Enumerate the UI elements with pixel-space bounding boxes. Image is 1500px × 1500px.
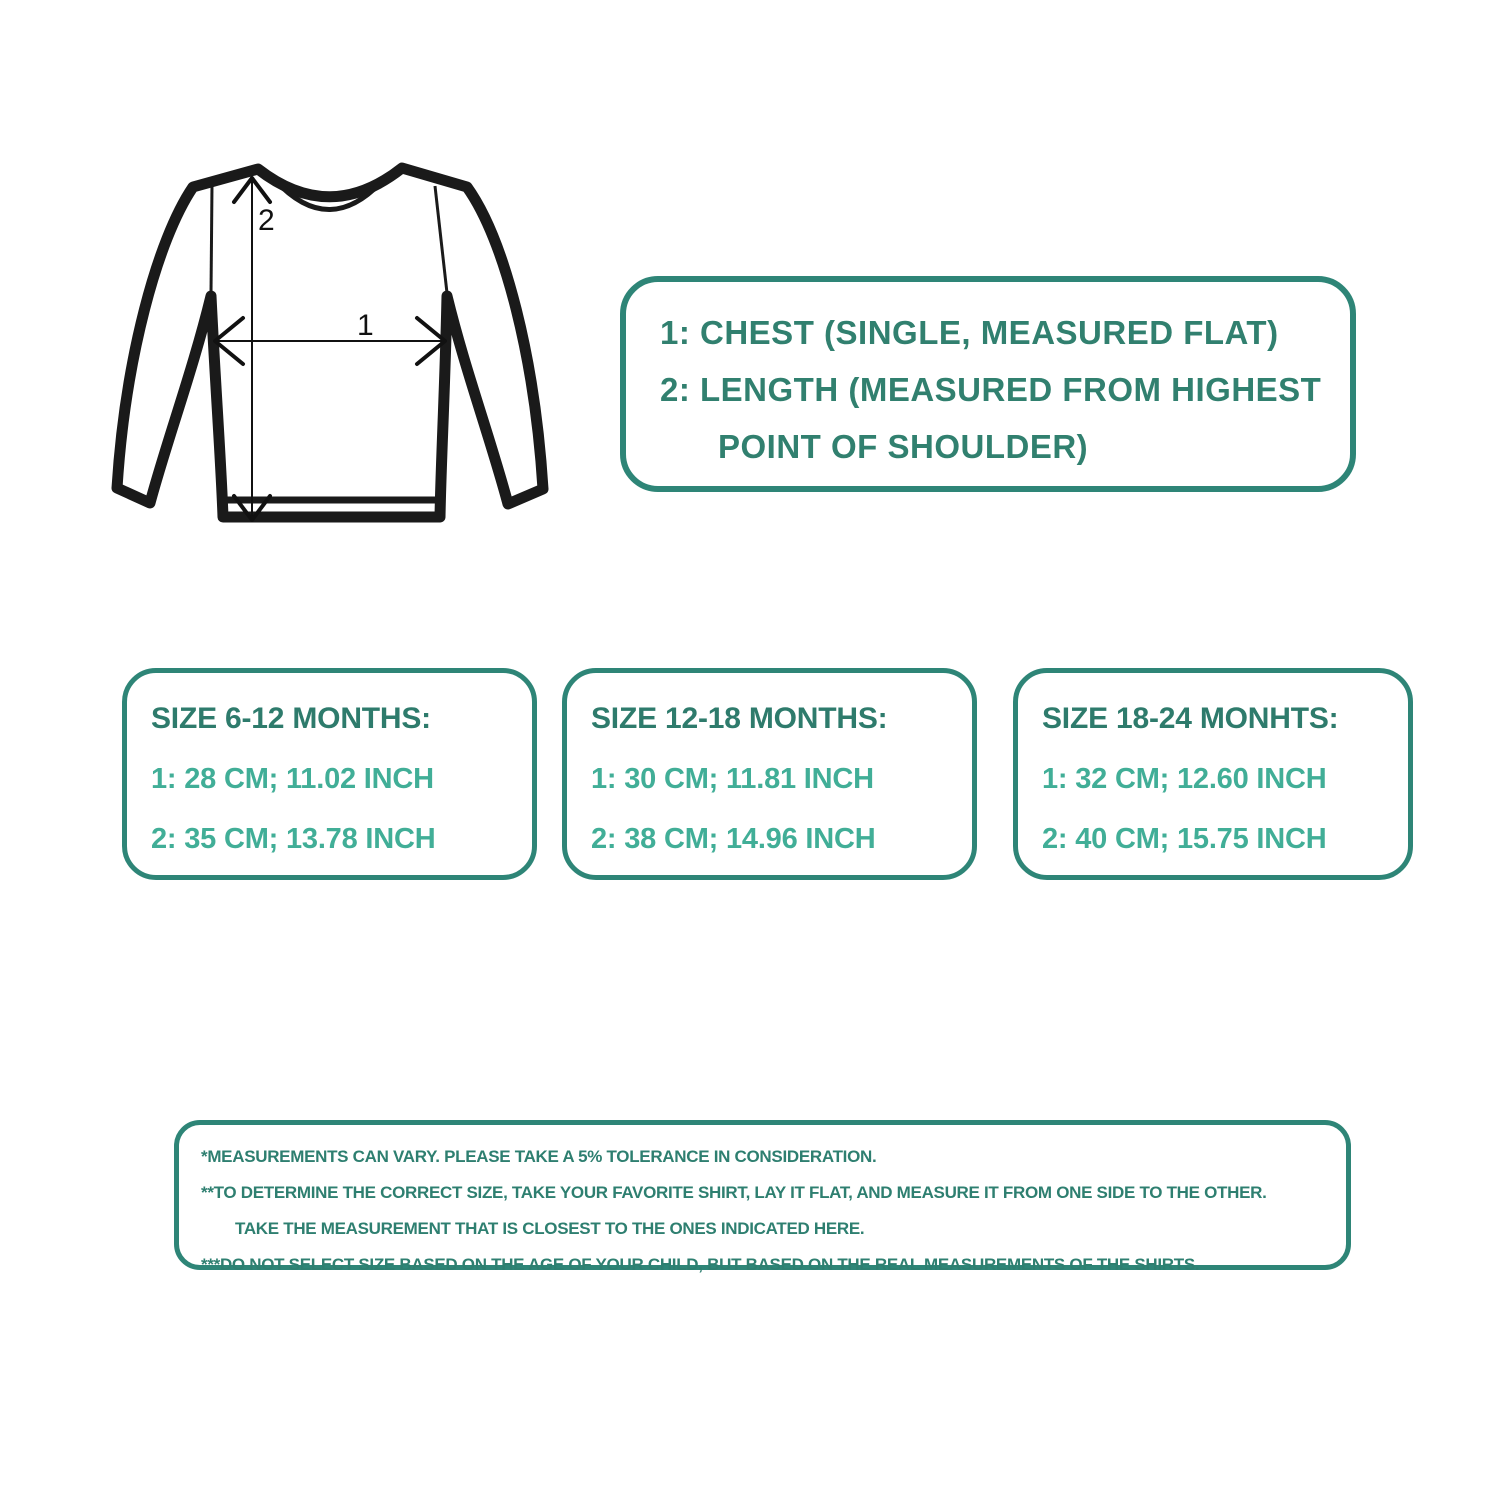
shirt-outline — [117, 168, 543, 517]
length-measure-label: 2 — [258, 204, 275, 237]
size-length-row: 2: 35 CM; 13.78 INCH — [151, 823, 436, 855]
footnote-tolerance: *MEASUREMENTS CAN VARY. PLEASE TAKE A 5% TOLERANCE IN CONSIDERATION. — [201, 1147, 877, 1166]
size-title: SIZE 6-12 MONTHS: — [151, 702, 431, 735]
size-chest-row: 1: 30 CM; 11.81 INCH — [591, 763, 874, 795]
footnote-age-warning: ***DO NOT SELECT SIZE BASED ON THE AGE OF YOUR CHILD, BUT BASED ON THE REAL MEASUREMENTS OF THE SHIRTS. — [201, 1255, 1200, 1274]
legend-line-chest: 1: CHEST (SINGLE, MEASURED FLAT) — [660, 314, 1279, 351]
legend-line-length-cont: POINT OF SHOULDER) — [718, 428, 1089, 465]
shirt-diagram — [95, 140, 585, 570]
size-title: SIZE 18-24 MONHTS: — [1042, 702, 1339, 735]
legend-line-length: 2: LENGTH (MEASURED FROM HIGHEST — [660, 371, 1322, 408]
size-box-6-12-months — [122, 668, 537, 880]
footnote-how-to-measure-cont: TAKE THE MEASUREMENT THAT IS CLOSEST TO THE ONES INDICATED HERE. — [235, 1219, 865, 1238]
legend-box — [620, 276, 1356, 492]
size-length-row: 2: 38 CM; 14.96 INCH — [591, 823, 876, 855]
size-chest-row: 1: 28 CM; 11.02 INCH — [151, 763, 434, 795]
size-length-row: 2: 40 CM; 15.75 INCH — [1042, 823, 1327, 855]
size-box-12-18-months — [562, 668, 977, 880]
footnotes-box — [174, 1120, 1351, 1274]
size-chest-row: 1: 32 CM; 12.60 INCH — [1042, 763, 1327, 795]
chest-measure-label: 1 — [357, 309, 374, 342]
size-box-18-24-months — [1013, 668, 1413, 880]
footnote-how-to-measure: **TO DETERMINE THE CORRECT SIZE, TAKE YOUR FAVORITE SHIRT, LAY IT FLAT, AND MEASURE IT FROM ONE SIDE TO THE OTHER. — [201, 1183, 1267, 1202]
left-shoulder-seam — [211, 185, 212, 293]
size-title: SIZE 12-18 MONTHS: — [591, 702, 888, 735]
